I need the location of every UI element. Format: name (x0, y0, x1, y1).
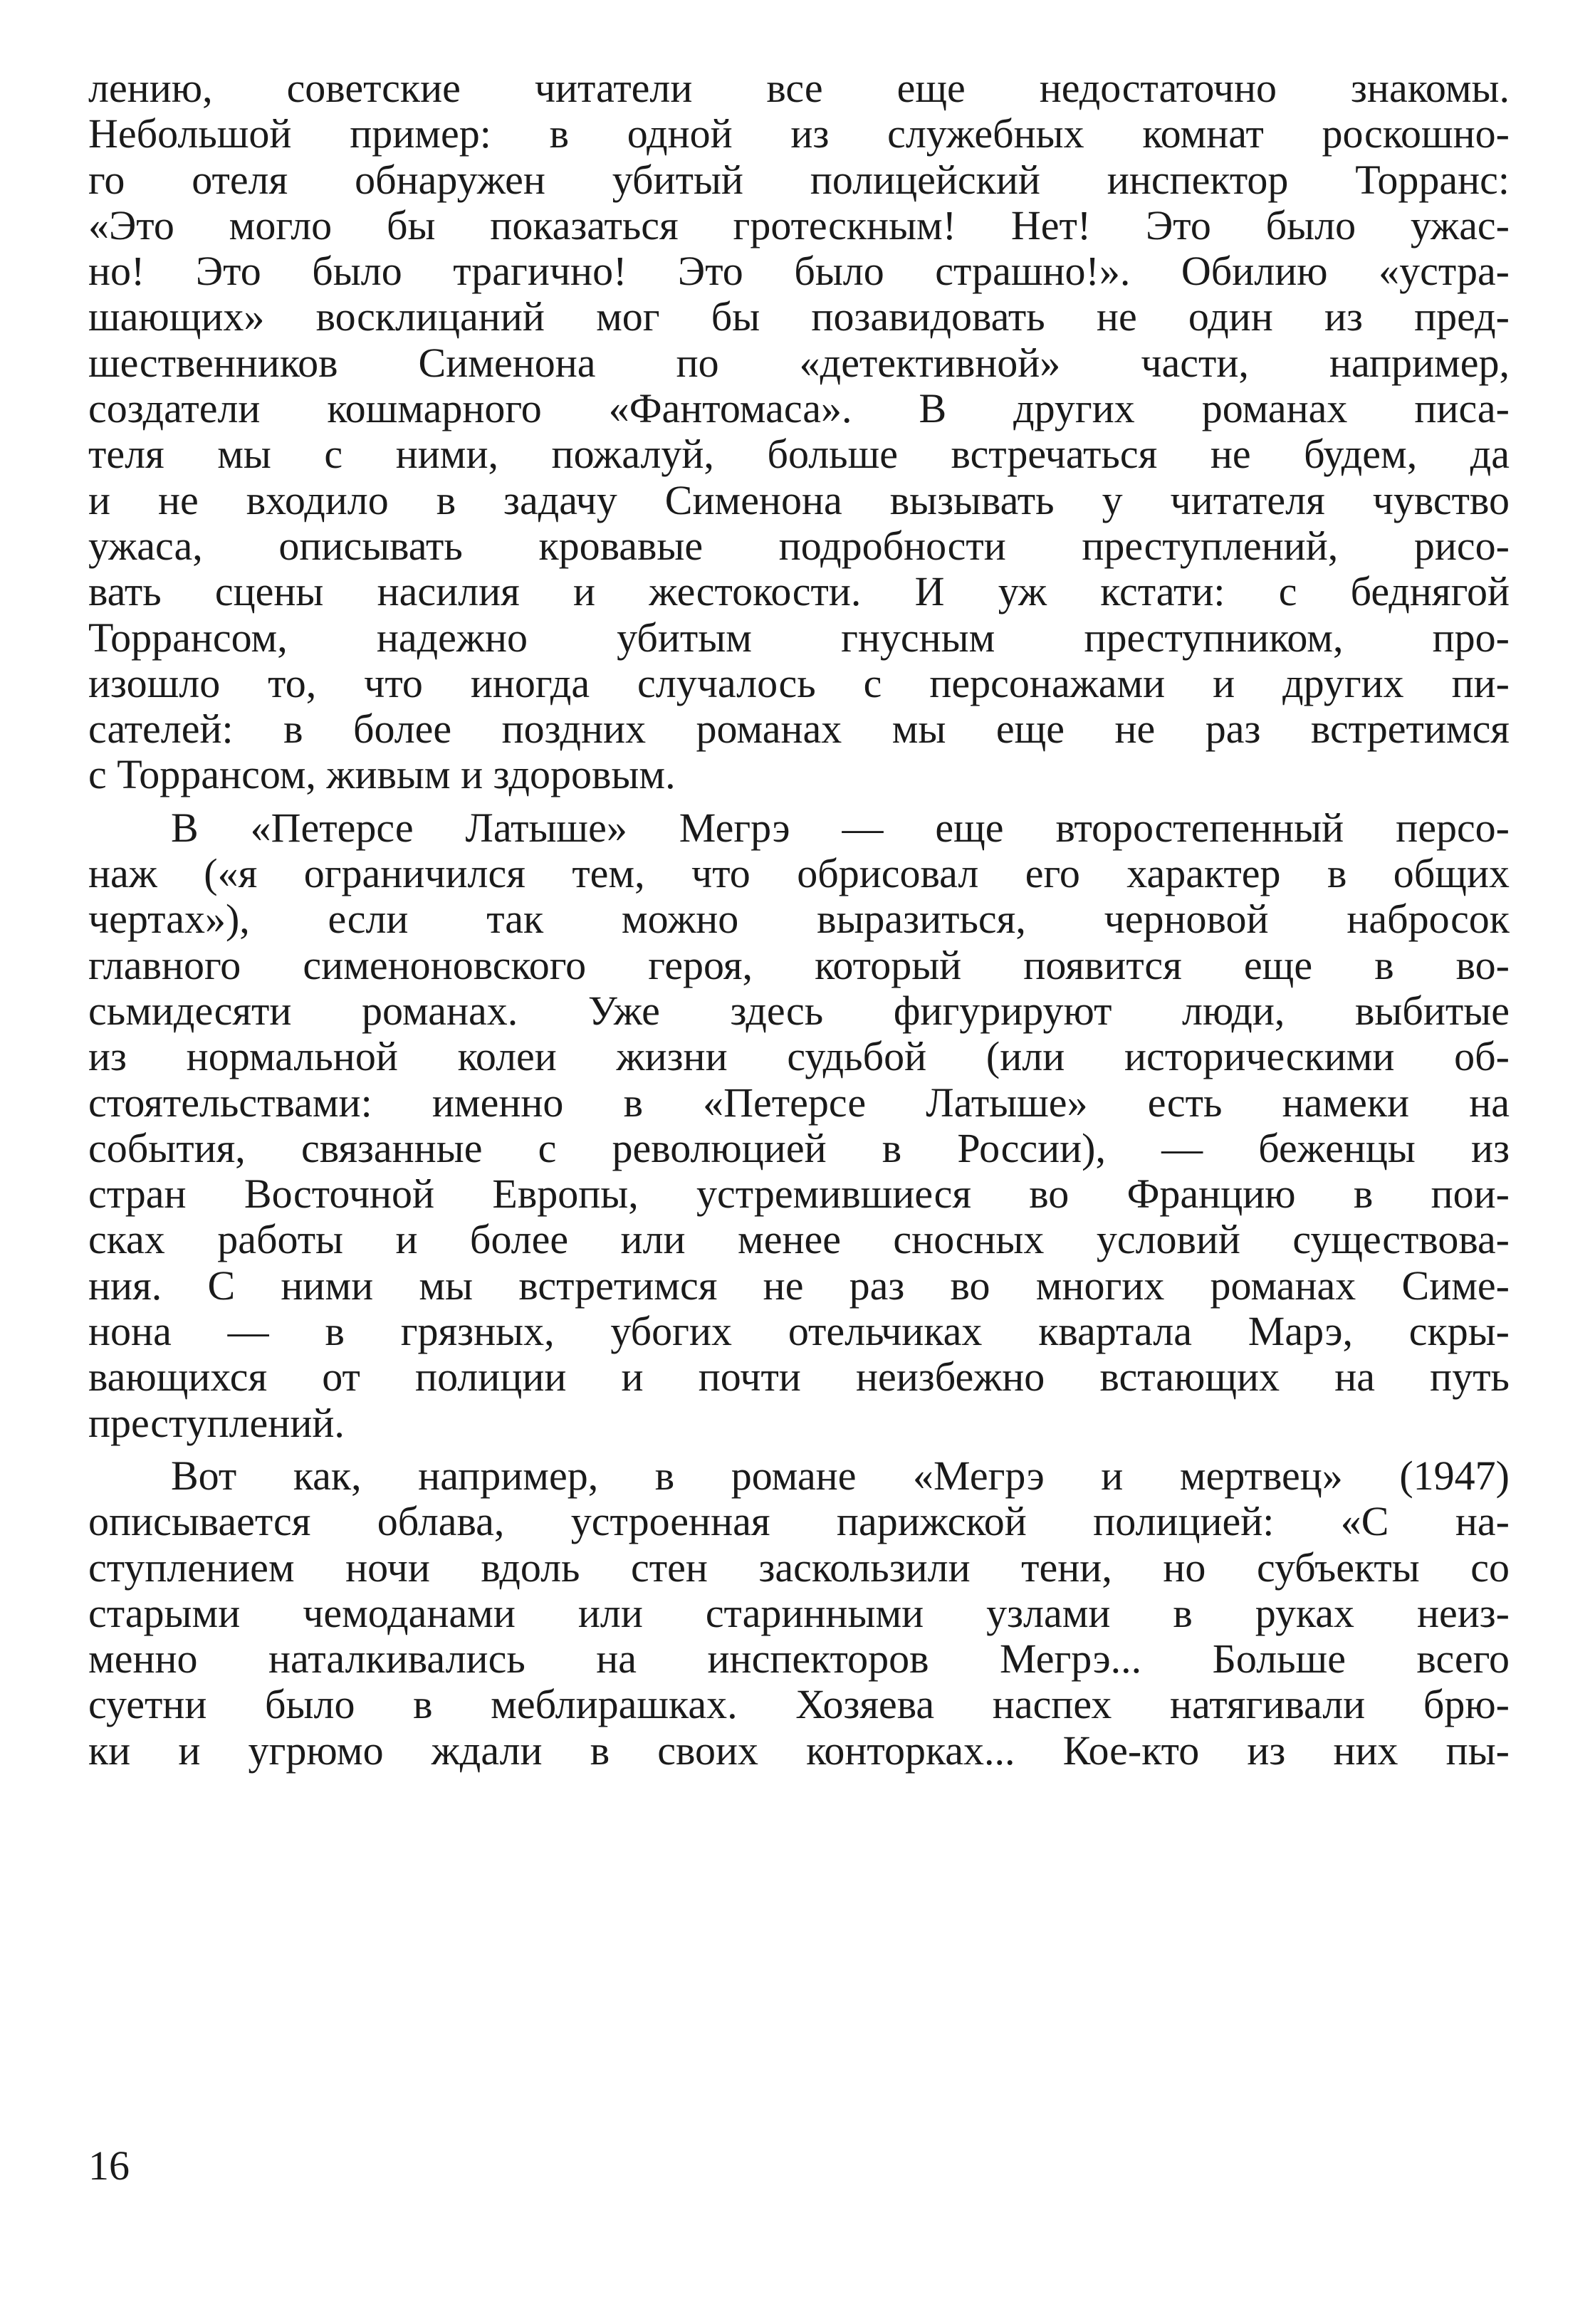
text-line: ки и угрюмо ждали в своих конторках... Кое-кто из них пы- (88, 1727, 1510, 1774)
text-line: сателей: в более поздних романах мы еще не раз встретимся (88, 706, 1510, 753)
text-line: «Это могло бы показаться гротескным! Нет! Это было ужас- (88, 201, 1510, 248)
text-line: шественников Сименона по «детективной» части, например, (88, 339, 1510, 386)
text-line: лению, советские читатели все еще недостаточно знакомы. (88, 65, 1510, 111)
text-line: изошло то, что иногда случалось с персонажами и других пи- (88, 659, 1510, 706)
text-line: Небольшой пример: в одной из служебных комнат роскошно- (88, 110, 1510, 157)
text-line: с Торрансом, живым и здоровым. (88, 751, 676, 798)
text-line: сьмидесяти романах. Уже здесь фигурируют люди, выбитые (88, 987, 1510, 1034)
text-line: преступлений. (88, 1399, 345, 1446)
text-line: главного сименоновского героя, который появится еще в во- (88, 941, 1510, 988)
text-line: создатели кошмарного «Фантомаса». В других романах писа- (88, 385, 1510, 432)
text-line: из нормальной колеи жизни судьбой (или историческими об- (88, 1033, 1510, 1080)
paragraph (88, 805, 1510, 1446)
text-line: Вот как, например, в романе «Мегрэ и мертвец» (1947) (171, 1452, 1510, 1499)
text-line: стран Восточной Европы, устремившиеся во Францию в пои- (88, 1171, 1510, 1218)
text-line: го отеля обнаружен убитый полицейский инспектор Торранс: (88, 156, 1510, 203)
text-line: наж («я ограничился тем, что обрисовал его характер в общих (88, 850, 1510, 897)
text-line: ния. С ними мы встретимся не раз во многих романах Симе- (88, 1262, 1510, 1309)
text-line: нона — в грязных, убогих отельчиках квартала Марэ, скры- (88, 1308, 1510, 1355)
body-text (88, 66, 1510, 1774)
text-line: старыми чемоданами или старинными узлами в руках неиз- (88, 1589, 1510, 1636)
text-line: вающихся от полиции и почти неизбежно встающих на путь (88, 1354, 1510, 1401)
text-line: теля мы с ними, пожалуй, больше встречаться не будем, да (88, 431, 1510, 478)
paragraph (88, 1453, 1510, 1774)
text-line: вать сцены насилия и жестокости. И уж кстати: с беднягой (88, 568, 1510, 615)
text-line: описывается облава, устроенная парижской полицией: «С на- (88, 1498, 1510, 1545)
text-line: суетни было в меблирашках. Хозяева наспех натягивали брю- (88, 1681, 1510, 1728)
text-line: и не входило в задачу Сименона вызывать у читателя чувство (88, 476, 1510, 523)
text-line: сках работы и более или менее сносных условий существова- (88, 1216, 1510, 1263)
text-line: шающих» восклицаний мог бы позавидовать не один из пред- (88, 293, 1510, 340)
text-line: но! Это было трагично! Это было страшно!». Обилию «устра- (88, 248, 1510, 295)
text-line: Торрансом, надежно убитым гнусным преступником, про- (88, 614, 1510, 661)
text-line: ступлением ночи вдоль стен заскользили тени, но субъекты со (88, 1544, 1510, 1591)
paragraph (88, 66, 1510, 798)
text-line: чертах»), если так можно выразиться, черновой набросок (88, 896, 1510, 943)
text-line: ужаса, описывать кровавые подробности преступлений, рисо- (88, 522, 1510, 569)
text-line: события, связанные с революцией в России), — беженцы из (88, 1124, 1510, 1171)
text-line: менно наталкивались на инспекторов Мегрэ... Больше всего (88, 1635, 1510, 1682)
page-number: 16 (88, 2142, 130, 2189)
text-line: стоятельствами: именно в «Петерсе Латыше» есть намеки на (88, 1079, 1510, 1126)
text-line: В «Петерсе Латыше» Мегрэ — еще второстепенный персо- (171, 804, 1510, 851)
